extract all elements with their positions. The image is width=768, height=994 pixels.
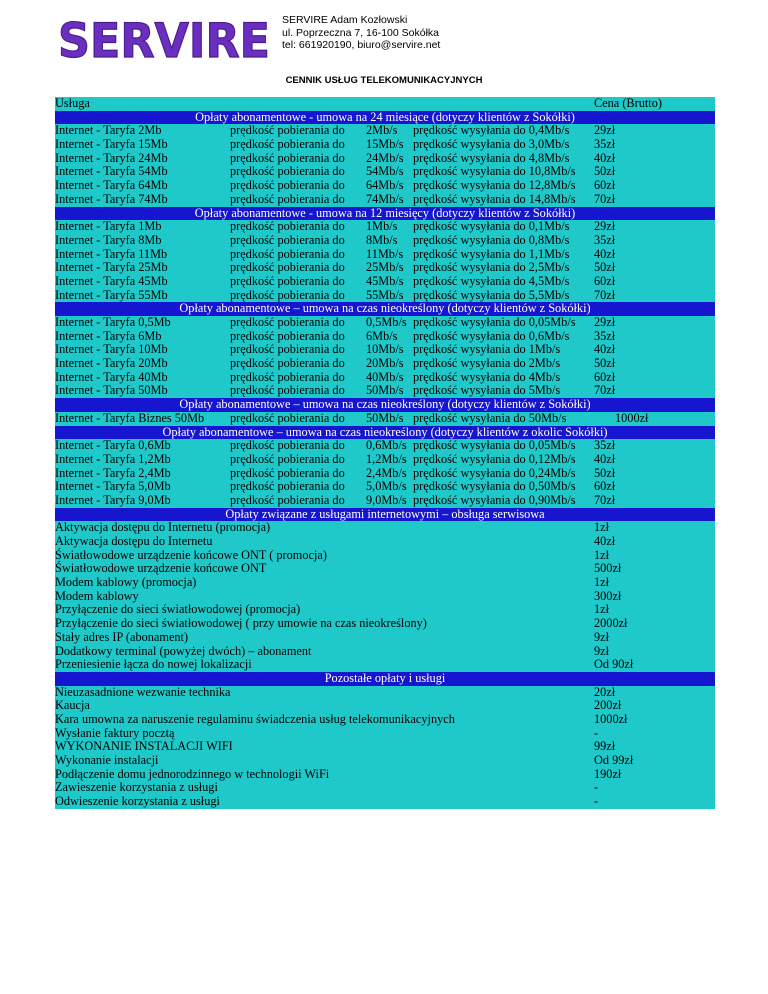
- download-label: prędkość pobierania do: [230, 260, 345, 275]
- table-row: [55, 412, 715, 426]
- service-name: Internet - Taryfa 5,0Mb: [55, 479, 171, 494]
- service-name: Aktywacja dostępu do Internetu: [55, 534, 213, 548]
- table-row: [55, 234, 715, 248]
- price: 60zł: [594, 369, 616, 384]
- price: 40zł: [594, 342, 616, 357]
- download-speed: 45Mb/s: [366, 273, 404, 288]
- upload-info: prędkość wysyłania do 0,24Mb/s: [413, 465, 576, 480]
- price: 1zł: [594, 602, 610, 617]
- price: 40zł: [594, 150, 616, 165]
- upload-info: prędkość wysyłania do 10,8Mb/s: [413, 164, 576, 179]
- table-row: [55, 343, 715, 357]
- price: 70zł: [594, 191, 616, 206]
- table-row: [55, 603, 715, 617]
- upload-info: prędkość wysyłania do 5Mb/s: [413, 383, 561, 398]
- upload-info: prędkość wysyłania do 2,5Mb/s: [413, 260, 570, 275]
- service-name: Światłowodowe urządzenie końcowe ONT: [55, 561, 267, 576]
- upload-info: prędkość wysyłania do 4,5Mb/s: [413, 273, 570, 288]
- download-speed: 54Mb/s: [366, 164, 404, 179]
- service-name: Internet - Taryfa 0,6Mb: [55, 438, 171, 453]
- service-name: Wysłanie faktury pocztą: [55, 725, 175, 740]
- upload-info: prędkość wysyłania do 1,1Mb/s: [413, 246, 570, 261]
- table-row: [55, 631, 715, 645]
- company-info: [282, 14, 440, 52]
- section-header: [55, 398, 715, 412]
- download-label: prędkość pobierania do: [230, 150, 345, 165]
- service-name: WYKONANIE INSTALACJI WIFI: [55, 739, 233, 754]
- table-row: [55, 316, 715, 330]
- service-name: Internet - Taryfa 10Mb: [55, 342, 168, 357]
- service-name: Kaucja: [55, 698, 90, 713]
- price-table: [55, 97, 715, 809]
- upload-info: prędkość wysyłania do 0,05Mb/s: [413, 438, 576, 453]
- service-name: Modem kablowy: [55, 588, 139, 603]
- download-label: prędkość pobierania do: [230, 356, 345, 371]
- table-row: [55, 795, 715, 809]
- service-name: Internet - Taryfa 0,5Mb: [55, 315, 171, 329]
- section-header: [55, 508, 715, 522]
- service-name: Nieuzasadnione wezwanie technika: [55, 684, 231, 699]
- download-speed: 24Mb/s: [366, 150, 404, 165]
- price: 35zł: [594, 137, 616, 152]
- table-row: [55, 261, 715, 275]
- table-row: [55, 371, 715, 385]
- table-row: [55, 740, 715, 754]
- section-title: Opłaty abonamentowe - umowa na 24 miesiące (dotyczy klientów z Sokółki): [195, 109, 575, 124]
- download-speed: 6Mb/s: [366, 328, 398, 343]
- download-speed: 5,0Mb/s: [366, 479, 407, 494]
- upload-info: prędkość wysyłania do 4Mb/s: [413, 369, 561, 384]
- price: 190zł: [594, 766, 622, 781]
- table-row: [55, 467, 715, 481]
- download-label: prędkość pobierania do: [230, 137, 345, 152]
- service-name: Internet - Taryfa 9,0Mb: [55, 492, 171, 507]
- download-label: prędkość pobierania do: [230, 191, 345, 206]
- logo-text: SERVIRE: [58, 14, 270, 63]
- download-label: prędkość pobierania do: [230, 465, 345, 480]
- download-speed: 1Mb/s: [366, 219, 398, 234]
- download-label: prędkość pobierania do: [230, 178, 345, 193]
- download-label: prędkość pobierania do: [230, 438, 345, 453]
- download-label: prędkość pobierania do: [230, 315, 345, 329]
- service-name: Internet - Taryfa 25Mb: [55, 260, 168, 275]
- table-row: [55, 193, 715, 207]
- service-name: Internet - Taryfa 1Mb: [55, 219, 162, 234]
- download-label: prędkość pobierania do: [230, 383, 345, 398]
- download-speed: 50Mb/s: [366, 410, 404, 425]
- service-name: Internet - Taryfa 54Mb: [55, 164, 168, 179]
- price: 200zł: [594, 698, 622, 713]
- price: 60zł: [594, 479, 616, 494]
- price: 9zł: [594, 629, 610, 644]
- price: 35zł: [594, 328, 616, 343]
- document-title: CENNIK USŁUG TELEKOMUNIKACYJNYCH: [285, 75, 483, 86]
- price: 500zł: [594, 561, 622, 576]
- table-row: [55, 480, 715, 494]
- download-speed: 74Mb/s: [366, 191, 404, 206]
- table-row: [55, 521, 715, 535]
- download-label: prędkość pobierania do: [230, 342, 345, 357]
- table-row: [55, 124, 715, 138]
- table-row: [55, 535, 715, 549]
- table-row: [55, 686, 715, 700]
- table-row: [55, 494, 715, 508]
- download-label: prędkość pobierania do: [230, 410, 345, 425]
- price: 300zł: [594, 588, 622, 603]
- table-row: [55, 220, 715, 234]
- table-row: [55, 781, 715, 795]
- download-speed: 2,4Mb/s: [366, 465, 407, 480]
- download-label: prędkość pobierania do: [230, 492, 345, 507]
- download-speed: 50Mb/s: [366, 383, 404, 398]
- table-row: [55, 727, 715, 741]
- table-row: [55, 165, 715, 179]
- section-title: Opłaty abonamentowe - umowa na 12 miesięcy (dotyczy klientów z Sokółki): [194, 205, 576, 220]
- download-speed: 1,2Mb/s: [366, 451, 407, 466]
- upload-info: prędkość wysyłania do 0,8Mb/s: [413, 232, 570, 247]
- upload-info: prędkość wysyłania do 4,8Mb/s: [413, 150, 570, 165]
- table-row: [55, 275, 715, 289]
- download-speed: 15Mb/s: [366, 137, 404, 152]
- price: -: [594, 780, 599, 795]
- download-speed: 20Mb/s: [366, 356, 404, 371]
- table-row: [55, 138, 715, 152]
- price: 35zł: [594, 232, 616, 247]
- upload-info: prędkość wysyłania do 0,50Mb/s: [413, 479, 576, 494]
- download-label: prędkość pobierania do: [230, 232, 345, 247]
- company-address: ul. Poprzeczna 7, 16-100 Sokółka: [282, 26, 440, 39]
- service-name: Internet - Taryfa 20Mb: [55, 356, 168, 371]
- service-name: Zawieszenie korzystania z usługi: [55, 780, 218, 795]
- table-row: [55, 179, 715, 193]
- price: 70zł: [594, 492, 616, 507]
- service-name: Stały adres IP (abonament): [55, 629, 189, 644]
- service-name: Internet - Taryfa 64Mb: [55, 178, 168, 193]
- section-header: [55, 426, 715, 440]
- service-name: Internet - Taryfa 55Mb: [55, 287, 168, 302]
- download-label: prędkość pobierania do: [230, 219, 345, 234]
- download-label: prędkość pobierania do: [230, 369, 345, 384]
- download-label: prędkość pobierania do: [230, 479, 345, 494]
- upload-info: prędkość wysyłania do 1Mb/s: [413, 342, 561, 357]
- table-row: [55, 713, 715, 727]
- service-name: Internet - Taryfa 24Mb: [55, 150, 168, 165]
- price: 1zł: [594, 520, 610, 535]
- price: -: [594, 794, 599, 809]
- price: 1zł: [594, 575, 610, 590]
- table-row: [55, 330, 715, 344]
- service-name: Internet - Taryfa 50Mb: [55, 383, 168, 398]
- price: 40zł: [594, 451, 616, 466]
- column-header-price: Cena (Brutto): [594, 96, 662, 110]
- upload-info: prędkość wysyłania do 0,1Mb/s: [413, 219, 570, 234]
- section-header: [55, 111, 715, 125]
- servire-logo: [58, 13, 273, 63]
- service-name: Dodatkowy terminal (powyżej dwóch) – abonament: [55, 643, 312, 658]
- table-row: [55, 699, 715, 713]
- upload-info: prędkość wysyłania do 50Mb/s: [413, 410, 567, 425]
- section-header: [55, 207, 715, 221]
- column-header-service: Usługa: [55, 96, 90, 110]
- service-name: Internet - Taryfa 11Mb: [55, 246, 168, 261]
- table-row: [55, 384, 715, 398]
- table-row: [55, 768, 715, 782]
- service-name: Podłączenie domu jednorodzinnego w technologii WiFi: [55, 766, 330, 781]
- price: 60zł: [594, 273, 616, 288]
- service-name: Internet - Taryfa 45Mb: [55, 273, 168, 288]
- service-name: Internet - Taryfa 2Mb: [55, 123, 162, 138]
- table-row: [55, 439, 715, 453]
- section-title: Opłaty abonamentowe – umowa na czas nieokreślony (dotyczy klientów z Sokółki): [179, 301, 591, 316]
- service-name: Internet - Taryfa 2,4Mb: [55, 465, 171, 480]
- section-header: [55, 302, 715, 316]
- price: 1000zł: [594, 711, 628, 726]
- table-row: [55, 645, 715, 659]
- table-row: [55, 576, 715, 590]
- price: -: [594, 725, 599, 740]
- upload-info: prędkość wysyłania do 12,8Mb/s: [413, 178, 576, 193]
- table-body: [55, 111, 715, 809]
- section-title: Opłaty związane z usługami internetowymi – obsługa serwisowa: [225, 506, 545, 521]
- price: 1000zł: [615, 410, 649, 425]
- price: 50zł: [594, 164, 616, 179]
- price: Od 90zł: [594, 657, 634, 672]
- download-label: prędkość pobierania do: [230, 328, 345, 343]
- service-name: Modem kablowy (promocja): [55, 575, 197, 590]
- download-speed: 11Mb/s: [366, 246, 404, 261]
- table-row: [55, 357, 715, 371]
- price: 29zł: [594, 315, 616, 329]
- download-speed: 55Mb/s: [366, 287, 404, 302]
- table-row: [55, 754, 715, 768]
- section-title: Pozostałe opłaty i usługi: [324, 670, 446, 685]
- upload-info: prędkość wysyłania do 3,0Mb/s: [413, 137, 570, 152]
- price: 50zł: [594, 356, 616, 371]
- upload-info: prędkość wysyłania do 0,90Mb/s: [413, 492, 576, 507]
- table-header-row: [55, 97, 715, 111]
- download-speed: 40Mb/s: [366, 369, 404, 384]
- download-speed: 10Mb/s: [366, 342, 404, 357]
- price: 70zł: [594, 287, 616, 302]
- service-name: Kara umowna za naruszenie regulaminu świadczenia usług telekomunikacyjnych: [55, 711, 455, 726]
- price: 50zł: [594, 465, 616, 480]
- service-name: Wykonanie instalacji: [55, 753, 159, 767]
- upload-info: prędkość wysyłania do 2Mb/s: [413, 356, 561, 371]
- table-row: [55, 562, 715, 576]
- price: 29zł: [594, 219, 616, 234]
- service-name: Odwieszenie korzystania z usługi: [55, 794, 220, 809]
- download-label: prędkość pobierania do: [230, 287, 345, 302]
- price: 70zł: [594, 383, 616, 398]
- company-contact: tel: 661920190, biuro@servire.net: [282, 39, 441, 51]
- price: 29zł: [594, 123, 616, 138]
- service-name: Internet - Taryfa 74Mb: [55, 191, 168, 206]
- price: 99zł: [594, 739, 616, 754]
- service-name: Przeniesienie łącza do nowej lokalizacji: [55, 657, 252, 672]
- upload-info: prędkość wysyłania do 0,6Mb/s: [413, 328, 570, 343]
- section-header: [55, 672, 715, 686]
- download-speed: 0,5Mb/s: [366, 315, 407, 329]
- table-row: [55, 590, 715, 604]
- upload-info: prędkość wysyłania do 0,05Mb/s: [413, 315, 576, 329]
- download-speed: 25Mb/s: [366, 260, 404, 275]
- download-label: prędkość pobierania do: [230, 451, 345, 466]
- download-label: prędkość pobierania do: [230, 273, 345, 288]
- service-name: Internet - Taryfa 40Mb: [55, 369, 168, 384]
- company-name: SERVIRE Adam Kozłowski: [282, 14, 408, 26]
- section-title: Opłaty abonamentowe – umowa na czas nieokreślony (dotyczy klientów z okolic Sokółki): [162, 424, 608, 439]
- service-name: Internet - Taryfa 15Mb: [55, 137, 168, 152]
- upload-info: prędkość wysyłania do 5,5Mb/s: [413, 287, 570, 302]
- service-name: Internet - Taryfa 1,2Mb: [55, 451, 171, 466]
- service-name: Internet - Taryfa Biznes 50Mb: [55, 410, 205, 425]
- table-row: [55, 549, 715, 563]
- service-name: Aktywacja dostępu do Internetu (promocja): [55, 520, 271, 535]
- price: 20zł: [594, 684, 616, 699]
- table-row: [55, 289, 715, 303]
- download-speed: 9,0Mb/s: [366, 492, 407, 507]
- price: 60zł: [594, 178, 616, 193]
- price: 50zł: [594, 260, 616, 275]
- upload-info: prędkość wysyłania do 0,12Mb/s: [413, 451, 576, 466]
- table-row: [55, 617, 715, 631]
- price: 1zł: [594, 547, 610, 562]
- price: 2000zł: [594, 616, 628, 631]
- service-name: Przyłączenie do sieci światłowodowej ( przy umowie na czas nieokreślony): [55, 616, 427, 631]
- section-title: Opłaty abonamentowe – umowa na czas nieokreślony (dotyczy klientów z Sokółki): [179, 397, 591, 412]
- table-row: [55, 658, 715, 672]
- download-label: prędkość pobierania do: [230, 164, 345, 179]
- table-row: [55, 152, 715, 166]
- download-label: prędkość pobierania do: [230, 246, 345, 261]
- service-name: Przyłączenie do sieci światłowodowej (promocja): [55, 602, 301, 617]
- price: Od 99zł: [594, 753, 634, 767]
- download-speed: 0,6Mb/s: [366, 438, 407, 453]
- download-speed: 64Mb/s: [366, 178, 404, 193]
- service-name: Internet - Taryfa 8Mb: [55, 232, 162, 247]
- download-speed: 2Mb/s: [366, 123, 398, 138]
- table-row: [55, 248, 715, 262]
- service-name: Światłowodowe urządzenie końcowe ONT ( promocja): [55, 547, 327, 562]
- table-row: [55, 453, 715, 467]
- upload-info: prędkość wysyłania do 14,8Mb/s: [413, 191, 576, 206]
- upload-info: prędkość wysyłania do 0,4Mb/s: [413, 123, 570, 138]
- price: 40zł: [594, 246, 616, 261]
- download-speed: 8Mb/s: [366, 232, 398, 247]
- price: 35zł: [594, 438, 616, 453]
- price: 9zł: [594, 643, 610, 658]
- service-name: Internet - Taryfa 6Mb: [55, 328, 162, 343]
- price: 40zł: [594, 534, 616, 548]
- download-label: prędkość pobierania do: [230, 123, 345, 138]
